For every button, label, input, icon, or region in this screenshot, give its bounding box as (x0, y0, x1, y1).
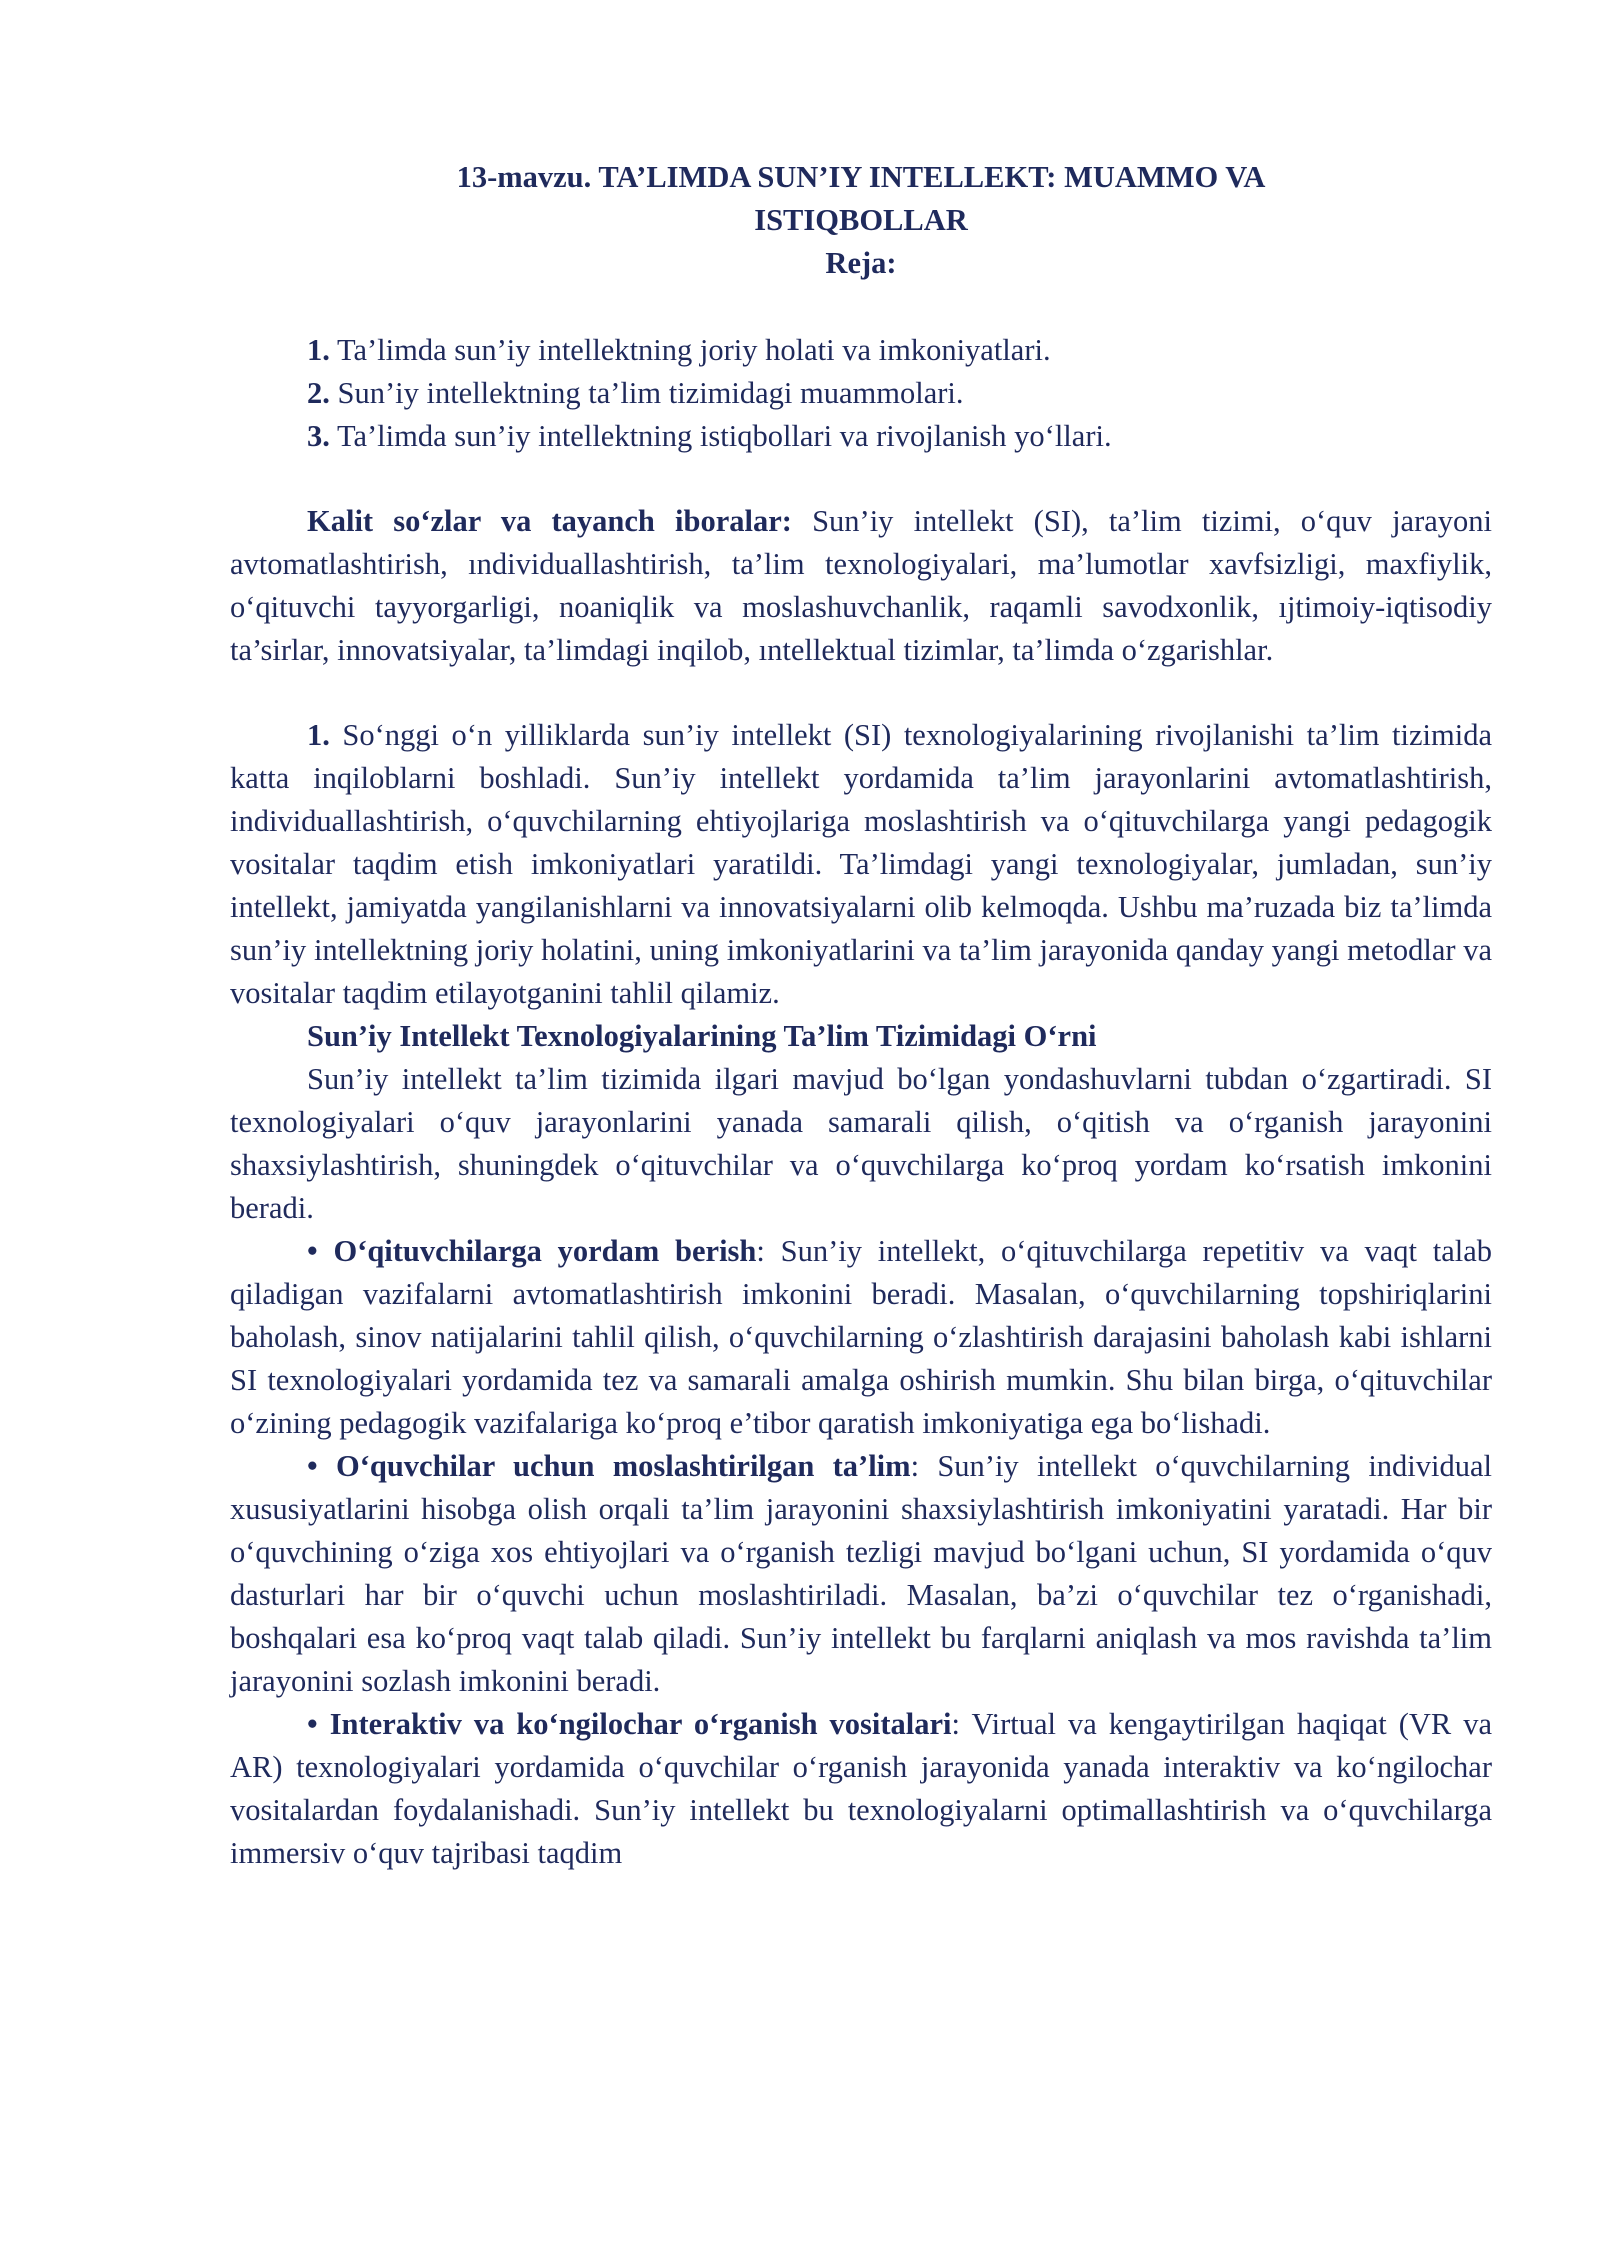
plan-item-number: 2. (307, 376, 330, 410)
keywords-label: Kalit so‘zlar va tayanch iboralar: (307, 504, 792, 538)
document-title (230, 156, 1492, 285)
plan-item-text: Sun’iy intellektning ta’lim tizimidagi muammolari. (337, 376, 964, 410)
section-1-number: 1. (307, 718, 330, 752)
plan-item-number: 1. (307, 333, 330, 367)
plan-item (230, 372, 1492, 415)
bullet-paragraph (230, 1230, 1492, 1445)
plan-item-text: Ta’limda sun’iy intellektning istiqbollari va rivojlanish yo‘llari. (336, 419, 1112, 453)
plan-item (230, 415, 1492, 458)
bullet-label: O‘qituvchilarga yordam berish (333, 1234, 757, 1268)
bullet-label: Interaktiv va ko‘ngilochar o‘rganish vositalari (329, 1707, 952, 1741)
plan-item-text: Ta’limda sun’iy intellektning joriy holati va imkoniyatlari. (336, 333, 1051, 367)
title-line-2: ISTIQBOLLAR (754, 203, 968, 237)
keywords-text: Sun’iy intellekt (SI), ta’lim tizimi, o‘quv jarayoni avtomatlashtirish, ındividuallashtirish, ta’lim texnologiyalari, ma’lumotlar xavfsizligi, maxfiylik, o‘qituvchi tayyorgarligi, noaniqlik va moslashuvchanlik, raqamli savodxonlik, ıjtimoiy-iqtisodiy ta’sirlar, innovatsiyalar, ta’limdagi inqilob, ıntellektual tizimlar, ta’limda o‘zgarishlar. (230, 504, 1492, 667)
plan-item (230, 329, 1492, 372)
page-content (230, 156, 1492, 1875)
bullet-marker: • (307, 1449, 318, 1483)
subheading: Sun’iy Intellekt Texnologiyalarining Ta’lim Tizimidagi O‘rni (307, 1019, 1097, 1053)
bullet-marker: • (307, 1707, 318, 1741)
bullet-text: : Sun’iy intellekt o‘quvchilarning individual xususiyatlarini hisobga olish orqali ta’lim jarayonini shaxsiylashtirish imkoniyatini yaratadi. Har bir o‘quvchining o‘ziga xos ehtiyojlari va o‘rganish tezligi mavjud bo‘lgani uchun, SI yordamida o‘quv dasturlari har bir o‘quvchi uchun moslashtiriladi. Masalan, ba’zi o‘quvchilar tez o‘rganishadi, boshqalari esa ko‘proq vaqt talab qiladi. Sun’iy intellekt bu farqlarni aniqlash va mos ravishda ta’lim jarayonini sozlash imkonini beradi. (230, 1449, 1492, 1698)
intro-paragraph: Sun’iy intellekt ta’lim tizimida ilgari mavjud bo‘lgan yondashuvlarni tubdan o‘zgartiradi. SI texnologiyalari o‘quv jarayonlarini yanada samarali qilish, o‘qitish va o‘rganish jarayonini shaxsiylashtirish, shuningdek o‘qituvchilar va o‘quvchilarga ko‘proq yordam ko‘rsatish imkonini beradi. (230, 1062, 1492, 1225)
keywords-paragraph (230, 500, 1492, 672)
plan-list (230, 329, 1492, 458)
bullet-marker: • (307, 1234, 318, 1268)
bullet-label: O‘quvchilar uchun moslashtirilgan ta’lim (335, 1449, 911, 1483)
bullet-paragraph (230, 1445, 1492, 1703)
section-1-text: So‘nggi o‘n yilliklarda sun’iy intellekt (SI) texnologiyalarining rivojlanishi ta’lim tizimida katta inqiloblarni boshladi. Sun’iy intellekt yordamida ta’lim jarayonlarini avtomatlashtirish, individuallashtirish, o‘quvchilarning ehtiyojlariga moslashtirish va o‘qituvchilarga yangi pedagogik vositalar taqdim etish imkoniyatlari yaratildi. Ta’limdagi yangi texnologiyalar, jumladan, sun’iy intellekt, jamiyatda yangilanishlarni va innovatsiyalarni olib kelmoqda. Ushbu ma’ruzada biz ta’limda sun’iy intellektning joriy holatini, uning imkoniyatlarini va ta’lim jarayonida qanday yangi metodlar va vositalar taqdim etilayotganini tahlil qilamiz. (230, 718, 1492, 1010)
plan-item-number: 3. (307, 419, 330, 453)
bullet-paragraph (230, 1703, 1492, 1875)
title-line-1: 13-mavzu. TA’LIMDA SUN’IY INTELLEKT: MUAMMO VA (456, 160, 1266, 194)
bullet-text: : Virtual va kengaytirilgan haqiqat (VR va AR) texnologiyalari yordamida o‘quvchilar o‘rganish jarayonida yanada interaktiv va ko‘ngilochar vositalardan foydalanishadi. Sun’iy intellekt bu texnologiyalarni optimallashtirish va o‘quvchilarga immersiv o‘quv tajribasi taqdim (230, 1707, 1493, 1870)
bullet-text: : Sun’iy intellekt, o‘qituvchilarga repetitiv va vaqt talab qiladigan vazifalarni avtomatlashtirish imkonini beradi. Masalan, o‘quvchilarning topshiriqlarini baholash, sinov natijalarini tahlil qilish, o‘quvchilarning o‘zlashtirish darajasini baholash kabi ishlarni SI texnologiyalari yordamida tez va samarali amalga oshirish mumkin. Shu bilan birga, o‘qituvchilar o‘zining pedagogik vazifalariga ko‘proq e’tibor qaratish imkoniyatiga ega bo‘lishadi. (230, 1234, 1493, 1440)
plan-heading: Reja: (825, 246, 897, 280)
section-1-paragraph (230, 714, 1492, 1015)
